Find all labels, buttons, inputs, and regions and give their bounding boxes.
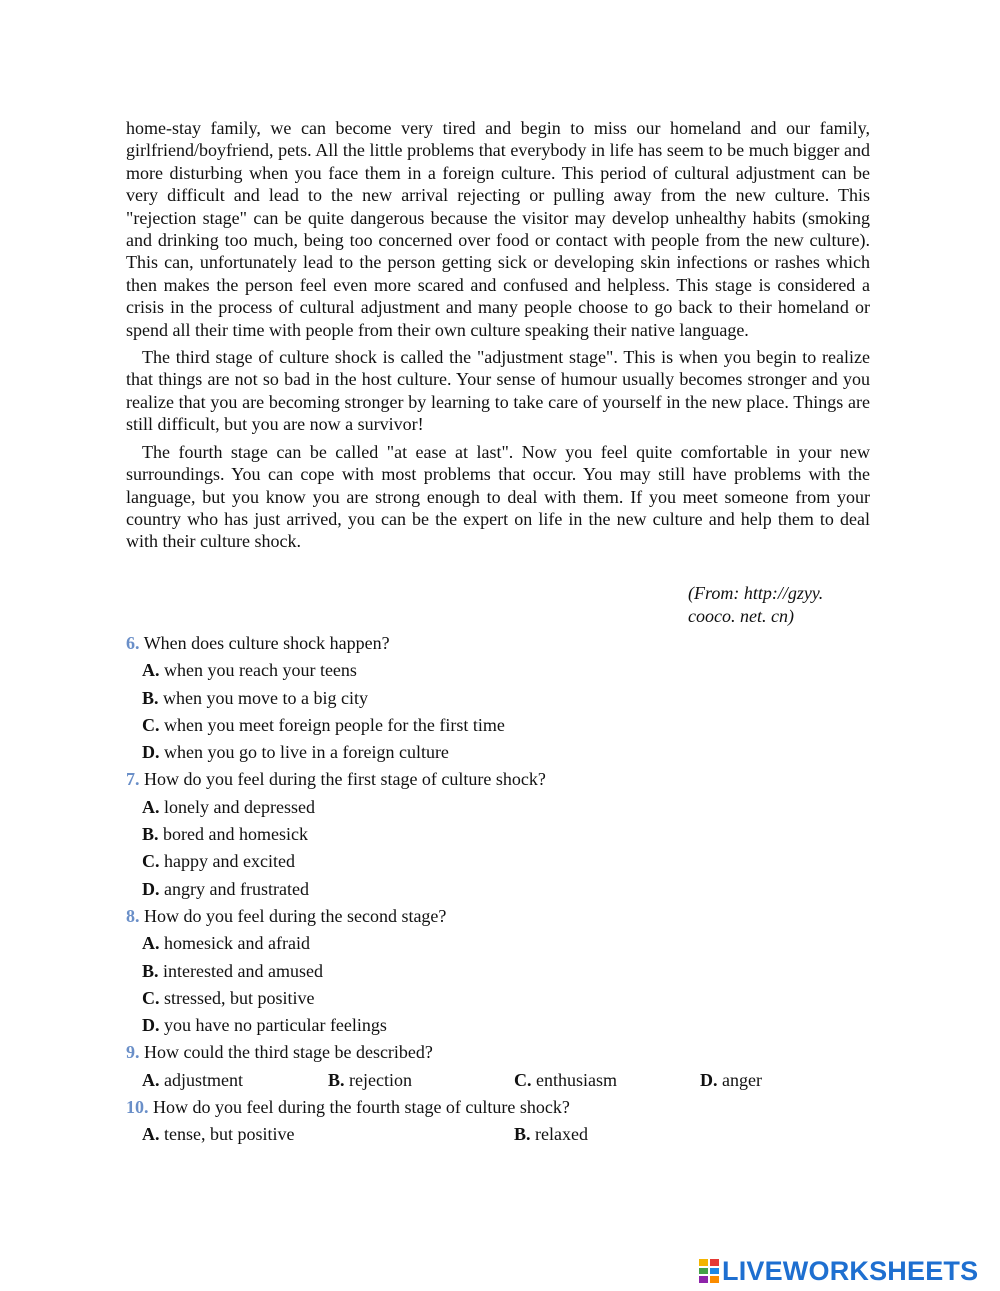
option-text: stressed, but positive [164,987,315,1008]
question-number: 7. [126,769,140,790]
reading-passage [126,117,870,558]
option-letter: C. [142,714,160,735]
question-8 [126,905,886,932]
option-letter: B. [142,960,159,981]
option-letter: A. [142,1069,160,1090]
option-text: enthusiasm [536,1069,617,1090]
option-letter: D. [142,878,160,899]
question-list [126,632,886,1151]
option-letter: D. [700,1069,718,1090]
question-7-option-d[interactable] [126,878,886,905]
option-text: homesick and afraid [164,933,310,954]
liveworksheets-logo-icon [698,1258,720,1284]
question-number: 9. [126,1042,140,1063]
option-letter: C. [142,987,160,1008]
passage-paragraph-2: The third stage of culture shock is called the "adjustment stage". This is when you begin to realize that things are not so bad in the host culture. Your sense of humour usually becomes stronger and you realize that you are becoming stronger by learning to take care of yourself in the new place. Things are still difficult, but you are now a survivor! [126,347,870,435]
option-letter: A. [142,660,160,681]
logo-text: LIVEWORKSHEETS [722,1255,979,1286]
question-6 [126,632,886,659]
option-letter: A. [142,1124,160,1145]
question-9-option-a[interactable] [142,1069,328,1096]
option-letter: A. [142,796,160,817]
question-text: How do you feel during the second stage? [144,905,447,926]
question-9-option-c[interactable] [514,1069,700,1096]
option-text: adjustment [164,1069,243,1090]
question-7-option-a[interactable] [126,796,886,823]
question-number: 6. [126,633,140,653]
option-text: when you go to live in a foreign culture [164,742,449,763]
question-10-options [126,1123,886,1150]
option-letter: C. [142,851,160,872]
question-9-option-d[interactable] [700,1069,886,1096]
option-text: angry and frustrated [164,878,309,899]
question-9-option-b[interactable] [328,1069,514,1096]
question-number: 10. [126,1097,149,1118]
option-text: interested and amused [163,960,323,981]
option-text: relaxed [535,1124,588,1145]
option-text: when you move to a big city [163,687,368,708]
question-text: When does culture shock happen? [143,633,390,653]
question-8-option-b[interactable] [126,960,886,987]
passage-paragraph-3: The fourth stage can be called "at ease at last". Now you feel quite comfortable in your new surroundings. You can cope with most problems that occur. You may still have problems with the language, but you know you are strong enough to deal with them. If you meet someone from your country who has just arrived, you can be the expert on life in the new culture and help them to deal with their culture shock. [126,441,870,552]
question-8-option-d[interactable] [126,1014,886,1041]
question-7 [126,768,886,795]
passage-paragraph-1: home-stay family, we can become very tired and begin to miss our homeland and our family, girlfriend/boyfriend, pets. All the little problems that everybody in life has seem to be much bigger and more disturbing when you face them in a foreign culture. This period of cultural adjustment can be very difficult and lead to the new arrival rejecting or pulling away from the new culture. This "rejection stage" can be quite dangerous because the visitor may develop unhealthy habits (smoking and drinking too much, being too concerned over food or contact with people from the new culture). This can, unfortunately lead to the person getting sick or developing skin infections or rashes which then makes the person feel even more scared and confused and helpless. This stage is considered a crisis in the process of cultural adjustment and many people choose to go back to their homeland or spend all their time with people from their own culture speaking their native language. [126,118,870,340]
question-10-option-a[interactable] [142,1123,514,1150]
option-text: happy and excited [164,851,295,872]
option-text: you have no particular feelings [164,1015,387,1036]
question-number: 8. [126,905,140,926]
source-line-2: cooco. net. cn) [688,606,794,626]
question-7-option-b[interactable] [126,823,886,850]
liveworksheets-logo[interactable] [698,1256,978,1286]
question-8-option-a[interactable] [126,932,886,959]
question-10 [126,1096,886,1123]
option-letter: C. [514,1069,532,1090]
option-letter: B. [514,1124,531,1145]
option-text: anger [722,1069,762,1090]
question-8-option-c[interactable] [126,987,886,1014]
option-letter: B. [142,687,159,708]
source-line-1: (From: http://gzyy. [688,583,824,603]
question-7-option-c[interactable] [126,850,886,877]
passage-source [688,582,858,628]
option-letter: D. [142,742,160,763]
option-text: bored and homesick [163,824,308,845]
question-9-options [126,1069,886,1096]
question-6-option-d[interactable] [126,741,886,768]
option-letter: B. [142,824,159,845]
question-text: How could the third stage be described? [144,1042,433,1063]
question-9 [126,1041,886,1068]
option-text: when you meet foreign people for the first time [164,714,505,735]
option-text: rejection [349,1069,412,1090]
question-text: How do you feel during the fourth stage of culture shock? [153,1097,570,1118]
question-6-option-a[interactable] [126,659,886,686]
question-text: How do you feel during the first stage of culture shock? [144,769,546,790]
option-letter: A. [142,933,160,954]
option-text: lonely and depressed [164,796,315,817]
option-text: tense, but positive [164,1124,295,1145]
question-6-option-b[interactable] [126,687,886,714]
question-10-option-b[interactable] [514,1123,886,1150]
question-6-option-c[interactable] [126,714,886,741]
option-text: when you reach your teens [164,660,357,681]
option-letter: D. [142,1015,160,1036]
option-letter: B. [328,1069,345,1090]
